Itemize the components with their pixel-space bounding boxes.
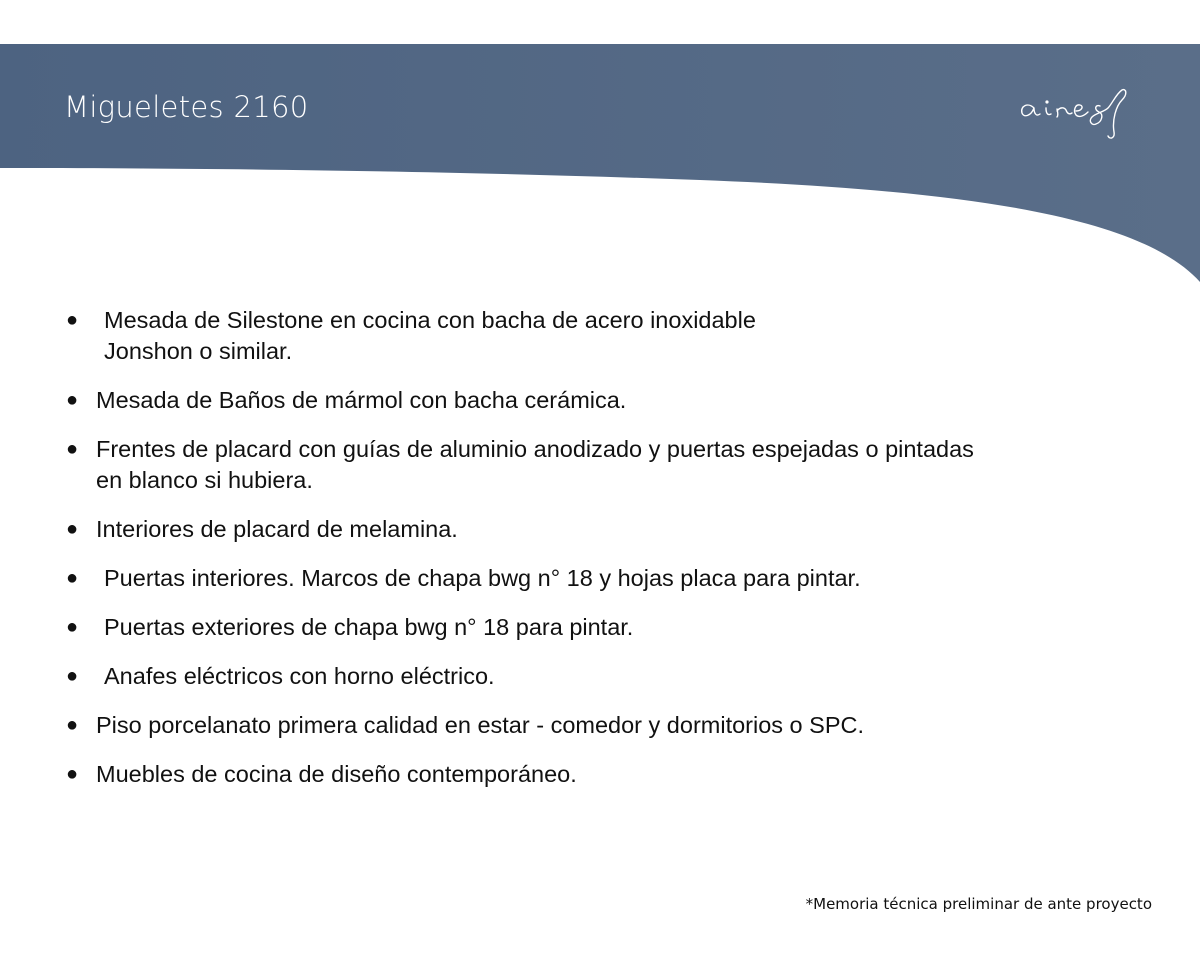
list-item [60,661,1140,692]
list-item-text: Puertas interiores. Marcos de chapa bwg n° 18 y hojas placa para pintar. [104,565,861,591]
list-item-text: Puertas exteriores de chapa bwg n° 18 para pintar. [104,614,634,640]
bullet-icon: ● [66,438,79,460]
list-item [60,514,1140,545]
list-item [60,305,1140,367]
list-item [60,385,1140,416]
bullet-icon: ● [66,763,79,785]
page-title: Migueletes 2160 [64,90,309,124]
list-item [60,710,1140,741]
bullet-icon: ● [66,616,79,638]
bullet-icon: ● [66,309,79,331]
list-item-text: Mesada de Silestone en cocina con bacha de acero inoxidable Jonshon o similar. [104,307,756,364]
list-item-text: Interiores de placard de melamina. [96,516,458,542]
aires-logo-icon [1012,80,1162,144]
bullet-icon: ● [66,665,79,687]
list-item-text: Piso porcelanato primera calidad en estar - comedor y dormitorios o SPC. [96,712,865,738]
header-band [0,0,1200,300]
list-item [60,759,1140,790]
bullet-icon: ● [66,389,79,411]
list-item-text: Mesada de Baños de mármol con bacha cerámica. [96,387,627,413]
bullet-icon: ● [66,518,79,540]
list-item [60,434,1140,496]
list-item [60,563,1140,594]
feature-list [60,305,1140,808]
brand-logo [1012,80,1162,144]
header-wave [0,0,1200,300]
footnote: *Memoria técnica preliminar de ante proyecto [805,895,1152,913]
bullet-icon: ● [66,567,79,589]
bullet-icon: ● [66,714,79,736]
list-item [60,612,1140,643]
list-item-text: Muebles de cocina de diseño contemporáneo. [96,761,577,787]
list-item-text: Anafes eléctricos con horno eléctrico. [104,663,495,689]
list-item-text: Frentes de placard con guías de aluminio anodizado y puertas espejadas o pintadas en blanco si hubiera. [96,436,974,493]
